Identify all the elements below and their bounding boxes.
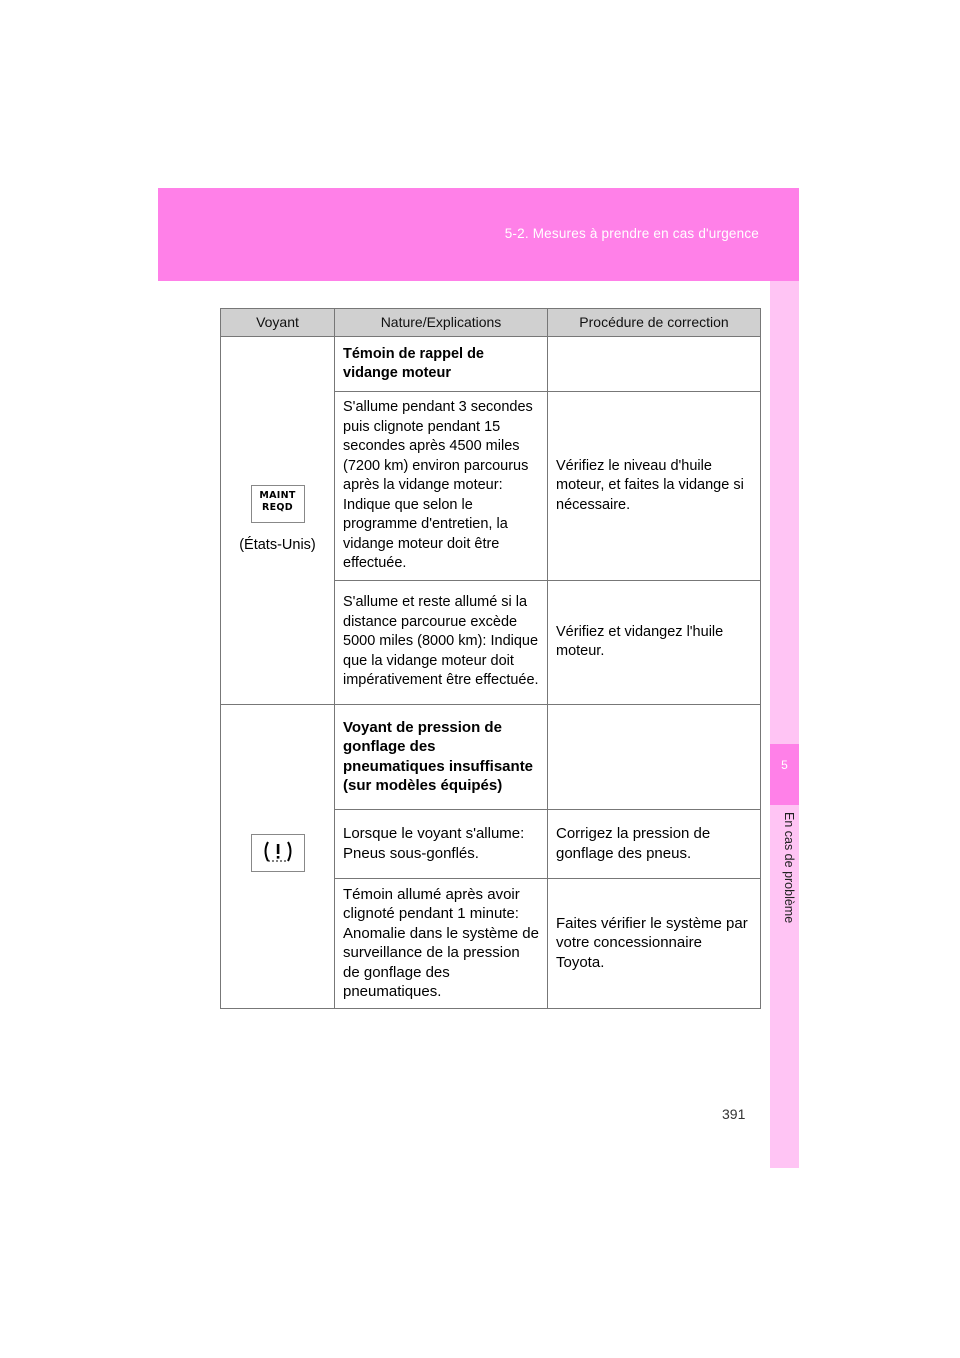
explanation-cell: S'allume et reste allumé si la distance parcourue excède 5000 miles (8000 km): Indique que la vidange moteur doit impérativement être effectuée. <box>335 580 548 704</box>
maint-icon-text-line2: REQD <box>262 502 293 514</box>
indicator-heading: Voyant de pression de gonflage des pneumatiques insuffisante (sur modèles équipés) <box>335 704 548 809</box>
table-row <box>221 704 761 809</box>
chapter-tab <box>770 744 799 805</box>
table-header-row <box>221 309 761 337</box>
side-strip <box>770 281 799 1168</box>
maint-icon-text-line1: MAINT <box>259 490 296 502</box>
empty-correction-cell <box>548 337 761 392</box>
correction-cell: Faites vérifier le système par votre concessionnaire Toyota. <box>548 878 761 1008</box>
correction-cell: Vérifiez et vidangez l'huile moteur. <box>548 580 761 704</box>
indicator-table <box>220 308 761 1009</box>
correction-cell: Corrigez la pression de gonflage des pneus. <box>548 809 761 878</box>
indicator-heading: Témoin de rappel de vidange moteur <box>335 337 548 392</box>
indicator-cell-tire <box>221 704 335 1008</box>
correction-cell: Vérifiez le niveau d'huile moteur, et faites la vidange si nécessaire. <box>548 392 761 581</box>
column-header-explanations: Nature/Explications <box>335 309 548 337</box>
page-number: 391 <box>722 1106 746 1122</box>
explanation-cell: S'allume pendant 3 secondes puis clignote pendant 15 secondes après 4500 miles (7200 km) environ parcourus après la vidange moteur: Indique que selon le programme d'entretien, la vidange moteur doit être effectuée. <box>335 392 548 581</box>
explanation-cell: Témoin allumé après avoir clignoté pendant 1 minute: Anomalie dans le système de surveillance de la pression de gonflage des pneumatiques. <box>335 878 548 1008</box>
section-title: 5-2. Mesures à prendre en cas d'urgence <box>504 226 759 241</box>
table-row <box>221 337 761 392</box>
region-label: (États-Unis) <box>239 536 316 553</box>
column-header-voyant: Voyant <box>221 309 335 337</box>
section-header-band <box>158 188 799 281</box>
empty-correction-cell <box>548 704 761 809</box>
indicator-cell-maint <box>221 337 335 705</box>
chapter-number: 5 <box>781 758 788 772</box>
tire-pressure-warning-icon <box>251 834 305 872</box>
explanation-cell: Lorsque le voyant s'allume: Pneus sous-gonflés. <box>335 809 548 878</box>
column-header-correction: Procédure de correction <box>548 309 761 337</box>
maint-reqd-icon <box>251 485 305 523</box>
chapter-label: En cas de problème <box>782 812 796 924</box>
